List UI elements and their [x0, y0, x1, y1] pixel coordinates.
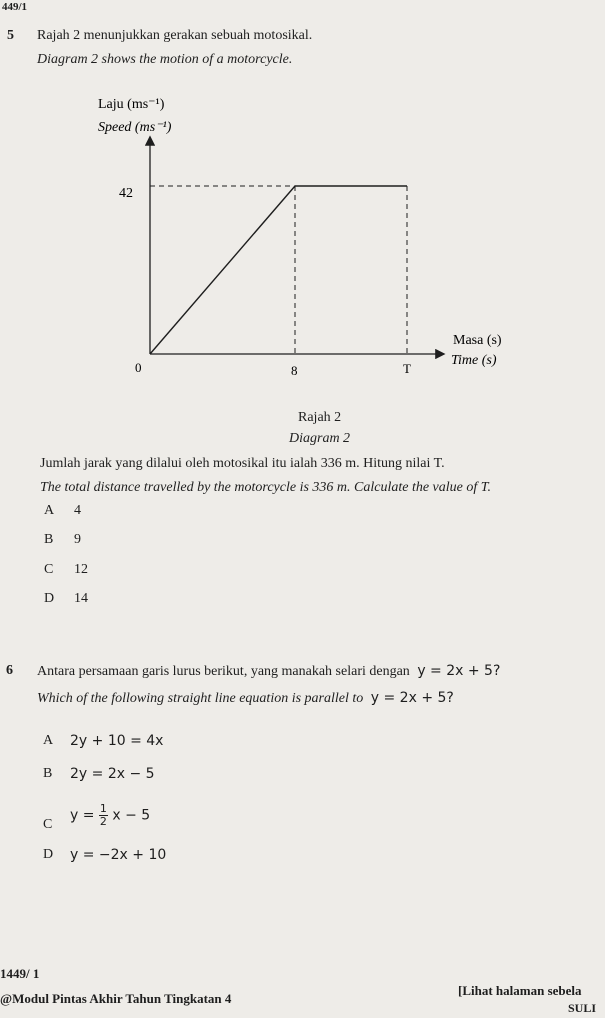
x-tick-T: T — [403, 361, 411, 376]
q6-number: 6 — [6, 663, 13, 678]
q5-question-english: The total distance travelled by the motorcycle is 336 m. Calculate the value of T. — [40, 480, 492, 495]
option-text — [70, 803, 150, 828]
option-letter: C — [44, 562, 54, 577]
x-tick-0: 0 — [135, 360, 142, 375]
option-text: 14 — [74, 591, 88, 606]
option-prefix: y = — [70, 807, 95, 824]
option-letter: D — [43, 847, 54, 862]
speed-time-graph — [95, 90, 535, 390]
footer-copyright: @Modul Pintas Akhir Tahun Tingkatan 4 — [0, 991, 232, 1006]
caption-english: Diagram 2 — [289, 431, 351, 446]
ylabel-english: Speed (ms⁻¹) — [98, 120, 172, 135]
fraction-denominator: 2 — [99, 815, 107, 828]
q6-text-malay — [37, 663, 500, 680]
option-letter: B — [44, 532, 54, 547]
option-letter: B — [43, 766, 53, 781]
fraction — [99, 803, 108, 828]
series-accel-segment — [150, 186, 295, 354]
q6-english: Which of the following straight line equation is parallel to — [37, 691, 364, 706]
q5-text-english: Diagram 2 shows the motion of a motorcycle. — [37, 52, 293, 67]
footer-code: 1449/ 1 — [0, 966, 40, 981]
q6-text-english — [37, 690, 454, 707]
q5-number: 5 — [7, 28, 14, 43]
option-text: 12 — [74, 562, 88, 577]
option-suffix: x − 5 — [112, 807, 151, 824]
q6-malay: Antara persamaan garis lurus berikut, yang manakah selari dengan — [37, 664, 410, 679]
option-text: 2y = 2x − 5 — [70, 766, 155, 782]
footer-sulit: SULI — [568, 1001, 597, 1015]
footer-next-page: [Lihat halaman sebela — [458, 983, 582, 998]
q5-text-malay: Rajah 2 menunjukkan gerakan sebuah motosikal. — [37, 28, 313, 43]
page-code-top: 449/1 — [2, 1, 28, 13]
fraction-numerator: 1 — [99, 802, 107, 815]
option-text: 9 — [74, 532, 81, 547]
y-tick-42: 42 — [119, 186, 133, 201]
xlabel-malay: Masa (s) — [453, 333, 502, 348]
option-letter: A — [43, 733, 54, 748]
caption-malay: Rajah 2 — [298, 410, 342, 425]
ylabel-malay: Laju (ms⁻¹) — [98, 97, 165, 112]
option-text: 4 — [74, 503, 81, 518]
option-letter: D — [44, 591, 55, 606]
xlabel-english: Time (s) — [451, 353, 497, 368]
option-text: 2y + 10 = 4x — [70, 733, 164, 749]
option-letter: C — [43, 817, 53, 832]
q5-question-malay: Jumlah jarak yang dilalui oleh motosikal itu ialah 336 m. Hitung nilai T. — [40, 456, 445, 471]
x-tick-8: 8 — [291, 363, 298, 378]
q6-target-eq-2: y = 2x + 5? — [370, 690, 454, 706]
option-letter: A — [44, 503, 55, 518]
option-text: y = −2x + 10 — [70, 847, 167, 863]
q6-target-eq-1: y = 2x + 5? — [417, 663, 501, 679]
